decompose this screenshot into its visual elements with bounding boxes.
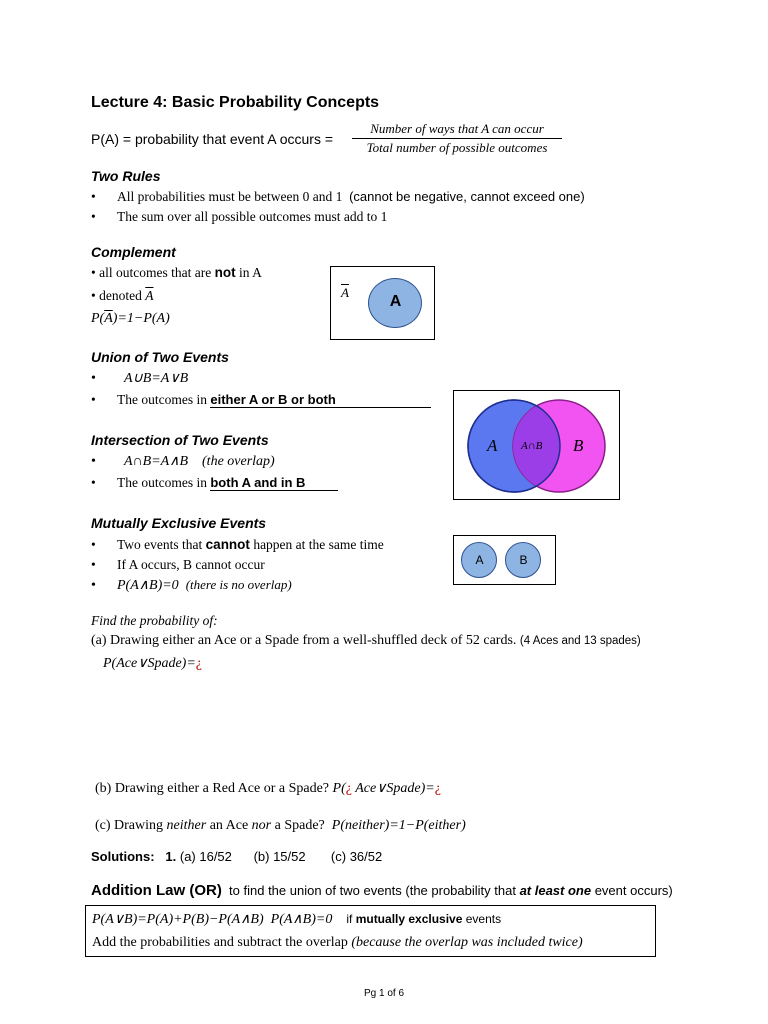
union-heading: Union of Two Events	[91, 349, 229, 365]
addition-law-box	[85, 905, 656, 957]
mutex-diagram	[453, 535, 556, 585]
venn-label-overlap: A∩B	[521, 440, 543, 452]
definition-lhs: P(A) = probability that event A occurs =	[91, 131, 334, 147]
page-title: Lecture 4: Basic Probability Concepts	[91, 94, 380, 111]
complement-line-1: • all outcomes that are not in A	[91, 265, 262, 280]
bullet: •	[91, 189, 96, 204]
fraction-numerator: Number of ways that A can occur	[352, 121, 562, 139]
event-a-label: A	[389, 293, 402, 310]
page-number: Pg 1 of 6	[363, 988, 405, 999]
mutex-label-a: A	[475, 553, 484, 567]
intersection-formula: • A∩B=A∧B (the overlap)	[91, 454, 275, 469]
intersection-line: • The outcomes in both A and in B	[91, 475, 338, 491]
bullet: •	[91, 209, 96, 224]
addition-formula: P(A∨B)=P(A)+P(B)−P(A∧B) P(A∧B)=0 if mutually exclusive events	[92, 912, 502, 927]
venn-label-b: B	[573, 436, 584, 455]
venn-label-a: A	[487, 436, 498, 455]
complement-label: $\overline{A}$	[341, 285, 349, 300]
problem-a-formula: P(Ace∨Spade)=¿	[103, 656, 202, 671]
mutex-heading: Mutually Exclusive Events	[91, 515, 267, 531]
find-heading: Find the probability of:	[91, 613, 218, 628]
complement-heading: Complement	[91, 244, 176, 260]
mutex-line-2: • If A occurs, B cannot occur	[91, 557, 265, 572]
intersection-heading: Intersection of Two Events	[91, 432, 269, 448]
addition-explanation: Add the probabilities and subtract the overlap (because the overlap was included twice)	[92, 935, 583, 950]
rules-heading: Two Rules	[91, 168, 161, 184]
problem-b: (b) Drawing either a Red Ace or a Spade? P(¿ Ace∨Spade)=¿	[95, 781, 441, 796]
mutex-line-1: • Two events that cannot happen at the same time	[91, 537, 384, 552]
complement-formula: $P(\overline{A})=1-P(A)$	[91, 311, 170, 326]
venn-diagram	[453, 390, 620, 500]
problem-a: (a) Drawing either an Ace or a Spade from a well-shuffled deck of 52 cards. (4 Aces and 13 spades)	[91, 633, 641, 648]
rule-item: • All probabilities must be between 0 and 1 (cannot be negative, cannot exceed one)	[91, 189, 585, 204]
union-line: • The outcomes in either A or B or both	[91, 392, 431, 408]
solutions: Solutions: 1. (a) 16/52 (b) 15/52 (c) 36/52	[91, 849, 383, 864]
rule-item: • The sum over all possible outcomes must add to 1	[91, 209, 388, 224]
complement-diagram	[330, 266, 435, 340]
fraction-denominator: Total number of possible outcomes	[366, 140, 548, 155]
union-formula: • A∪B=A∨B	[91, 371, 189, 386]
definition-fraction	[352, 121, 562, 156]
complement-line-2: • denoted $\overline{A}$	[91, 288, 154, 303]
problem-c: (c) Drawing neither an Ace nor a Spade? P(neither)=1−P(either)	[95, 818, 466, 833]
addition-law-heading: Addition Law (OR) to find the union of two events (the probability that at least one event occurs)	[91, 882, 673, 899]
mutex-formula: • P(A∧B)=0 (there is no overlap)	[91, 577, 292, 593]
mutex-label-b: B	[519, 553, 528, 567]
